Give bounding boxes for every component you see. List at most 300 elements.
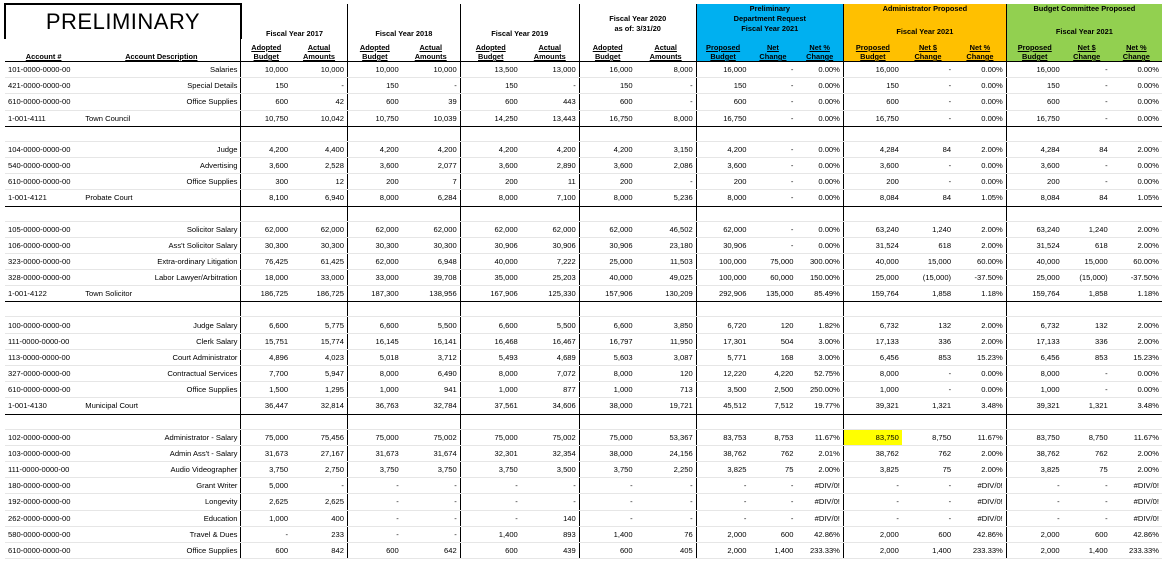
account-description: Clerk Salary: [82, 333, 241, 349]
column-header: [902, 39, 954, 62]
account-description: Town Council: [82, 110, 241, 126]
value-cell: 0.00%: [954, 110, 1006, 126]
value-cell: 1,858: [902, 286, 954, 302]
value-cell: -: [402, 78, 460, 94]
account-description: Office Supplies: [82, 542, 241, 558]
value-cell: 400: [291, 510, 347, 526]
table-row: [5, 429, 1162, 445]
fy2017-header: Fiscal Year 2017: [241, 4, 347, 39]
empty-cell: [5, 302, 82, 317]
value-cell: 10,750: [347, 110, 401, 126]
dept-request-line1: Preliminary: [749, 4, 790, 13]
column-header: [1063, 39, 1111, 62]
account-number: 580-0000-0000-00: [5, 526, 82, 542]
value-cell: 187,300: [347, 286, 401, 302]
value-cell: 233.33%: [954, 542, 1006, 558]
value-cell: 4,284: [843, 141, 901, 157]
value-cell: 3,750: [579, 461, 635, 477]
empty-cell: [749, 414, 796, 429]
value-cell: 2.00%: [1111, 141, 1162, 157]
account-description: Labor Lawyer/Arbitration: [82, 270, 241, 286]
account-number: 105-0000-0000-00: [5, 221, 82, 237]
value-cell: 15,751: [241, 333, 291, 349]
empty-cell: [843, 126, 901, 141]
value-cell: 6,948: [402, 253, 460, 269]
empty-cell: [954, 126, 1006, 141]
value-cell: 10,042: [291, 110, 347, 126]
value-cell: 713: [636, 382, 697, 398]
value-cell: 11,950: [636, 333, 697, 349]
value-cell: 150: [241, 78, 291, 94]
value-cell: #DIV/0!: [796, 510, 843, 526]
empty-cell: [954, 414, 1006, 429]
value-cell: 0.00%: [1111, 366, 1162, 382]
column-header: [291, 39, 347, 62]
value-cell: (15,000): [1063, 270, 1111, 286]
value-cell: -: [1006, 510, 1062, 526]
value-cell: 842: [291, 542, 347, 558]
value-cell: 132: [1063, 317, 1111, 333]
value-cell: 30,906: [521, 237, 579, 253]
value-cell: 4,200: [521, 141, 579, 157]
value-cell: 2.00%: [954, 237, 1006, 253]
value-cell: 300.00%: [796, 253, 843, 269]
empty-cell: [902, 302, 954, 317]
value-cell: 2.00%: [954, 221, 1006, 237]
value-cell: 0.00%: [796, 78, 843, 94]
table-row: [5, 478, 1162, 494]
value-cell: 200: [460, 174, 521, 190]
value-cell: 30,300: [347, 237, 401, 253]
value-cell: 2,500: [749, 382, 796, 398]
value-cell: 6,600: [579, 317, 635, 333]
value-cell: #DIV/0!: [1111, 478, 1162, 494]
empty-cell: [1063, 302, 1111, 317]
value-cell: 34,606: [521, 398, 579, 414]
value-cell: 15,000: [902, 253, 954, 269]
value-cell: 1,400: [1063, 542, 1111, 558]
empty-cell: [5, 126, 82, 141]
value-cell: 233.33%: [1111, 542, 1162, 558]
value-cell: 200: [347, 174, 401, 190]
empty-cell: [347, 302, 401, 317]
value-cell: -: [460, 478, 521, 494]
dept-request-year: Fiscal Year 2021: [696, 24, 843, 39]
column-header: [796, 39, 843, 62]
empty-cell: [1006, 126, 1062, 141]
budget-committee-header: Budget Committee Proposed: [1006, 4, 1162, 24]
empty-cell: [696, 302, 749, 317]
empty-cell: [521, 414, 579, 429]
value-cell: -: [749, 94, 796, 110]
empty-cell: [796, 206, 843, 221]
empty-cell: [291, 126, 347, 141]
account-description: Administrator - Salary: [82, 429, 241, 445]
value-cell: 1,000: [460, 382, 521, 398]
value-cell: 84: [1063, 141, 1111, 157]
account-number: 103-0000-0000-00: [5, 445, 82, 461]
value-cell: 10,000: [291, 62, 347, 78]
value-cell: 33,000: [291, 270, 347, 286]
empty-cell: [696, 414, 749, 429]
table-row: [5, 221, 1162, 237]
value-cell: 2,000: [1006, 542, 1062, 558]
account-description: Office Supplies: [82, 174, 241, 190]
column-header: [749, 39, 796, 62]
value-cell: 3,500: [696, 382, 749, 398]
value-cell: 1,240: [902, 221, 954, 237]
value-cell: 13,500: [460, 62, 521, 78]
value-cell: 1,321: [902, 398, 954, 414]
value-cell: 27,167: [291, 445, 347, 461]
value-cell: 52.75%: [796, 366, 843, 382]
dept-request-header: [696, 4, 843, 24]
value-cell: 16,000: [1006, 62, 1062, 78]
account-number: 100-0000-0000-00: [5, 317, 82, 333]
empty-cell: [579, 206, 635, 221]
value-cell: 62,000: [579, 221, 635, 237]
value-cell: -: [749, 510, 796, 526]
value-cell: 42.86%: [954, 526, 1006, 542]
value-cell: -: [843, 478, 901, 494]
value-cell: 100,000: [696, 253, 749, 269]
value-cell: 150: [696, 78, 749, 94]
empty-cell: [1063, 206, 1111, 221]
fy2020-asof: as of: 3/31/20: [579, 24, 696, 39]
empty-cell: [460, 302, 521, 317]
value-cell: 5,000: [241, 478, 291, 494]
page-title: PRELIMINARY: [5, 4, 241, 39]
value-cell: 2.00%: [1111, 221, 1162, 237]
value-cell: 8,750: [902, 429, 954, 445]
budget-table: [4, 3, 1162, 559]
account-number: 1-001-4130: [5, 398, 82, 414]
value-cell: 30,300: [402, 237, 460, 253]
blank-row: [5, 206, 1162, 221]
table-row: [5, 526, 1162, 542]
value-cell: 25,000: [1006, 270, 1062, 286]
empty-cell: [1111, 414, 1162, 429]
value-cell: 2.00%: [796, 461, 843, 477]
value-cell: 135,000: [749, 286, 796, 302]
value-cell: 2,000: [843, 526, 901, 542]
empty-cell: [82, 302, 241, 317]
value-cell: 1.18%: [954, 286, 1006, 302]
value-cell: 600: [1006, 94, 1062, 110]
value-cell: 25,203: [521, 270, 579, 286]
column-header-label: Account #: [25, 52, 62, 61]
value-cell: 62,000: [402, 221, 460, 237]
value-cell: 7,700: [241, 366, 291, 382]
value-cell: -: [1063, 494, 1111, 510]
empty-cell: [1006, 206, 1062, 221]
column-header-label: Proposed Budget: [855, 43, 890, 61]
value-cell: 31,674: [402, 445, 460, 461]
value-cell: 4,200: [402, 141, 460, 157]
value-cell: 1,000: [241, 510, 291, 526]
value-cell: -: [402, 510, 460, 526]
account-description: Longevity: [82, 494, 241, 510]
empty-cell: [696, 206, 749, 221]
value-cell: 233: [291, 526, 347, 542]
value-cell: 75: [902, 461, 954, 477]
value-cell: 2,086: [636, 157, 697, 173]
account-number: 540-0000-0000-00: [5, 157, 82, 173]
empty-cell: [291, 302, 347, 317]
value-cell: 62,000: [696, 221, 749, 237]
value-cell: 600: [241, 542, 291, 558]
empty-cell: [954, 206, 1006, 221]
value-cell: 33,000: [347, 270, 401, 286]
account-description: Education: [82, 510, 241, 526]
account-number: 610-0000-0000-00: [5, 94, 82, 110]
empty-cell: [1006, 414, 1062, 429]
value-cell: 0.00%: [1111, 62, 1162, 78]
value-cell: 941: [402, 382, 460, 398]
value-cell: 1.82%: [796, 317, 843, 333]
value-cell: 3.00%: [796, 349, 843, 365]
value-cell: 233.33%: [796, 542, 843, 558]
empty-cell: [241, 302, 291, 317]
account-description: Extra-ordinary Litigation: [82, 253, 241, 269]
column-header-label: Net Change: [759, 43, 787, 61]
empty-cell: [1111, 206, 1162, 221]
value-cell: 62,000: [347, 221, 401, 237]
value-cell: 45,512: [696, 398, 749, 414]
value-cell: 3,500: [521, 461, 579, 477]
account-number: 610-0000-0000-00: [5, 542, 82, 558]
value-cell: 8,000: [460, 190, 521, 206]
value-cell: -: [460, 494, 521, 510]
value-cell: 75,000: [749, 253, 796, 269]
table-row: [5, 62, 1162, 78]
value-cell: 4,896: [241, 349, 291, 365]
value-cell: 75,000: [579, 429, 635, 445]
value-cell: 14,250: [460, 110, 521, 126]
value-cell: 0.00%: [954, 78, 1006, 94]
value-cell: -: [749, 141, 796, 157]
value-cell: 2.00%: [1111, 333, 1162, 349]
value-cell: 150.00%: [796, 270, 843, 286]
value-cell: 5,500: [402, 317, 460, 333]
value-cell: 6,284: [402, 190, 460, 206]
value-cell: 200: [696, 174, 749, 190]
value-cell: 85.49%: [796, 286, 843, 302]
account-number: 610-0000-0000-00: [5, 174, 82, 190]
value-cell: 443: [521, 94, 579, 110]
value-cell: 10,000: [402, 62, 460, 78]
value-cell: 0.00%: [796, 110, 843, 126]
value-cell: 84: [902, 141, 954, 157]
value-cell: 16,750: [696, 110, 749, 126]
value-cell: 6,732: [1006, 317, 1062, 333]
value-cell: 8,000: [460, 366, 521, 382]
value-cell: 24,156: [636, 445, 697, 461]
value-cell: 618: [902, 237, 954, 253]
empty-cell: [521, 206, 579, 221]
value-cell: 84: [1063, 190, 1111, 206]
value-cell: 25,000: [843, 270, 901, 286]
value-cell: 600: [902, 526, 954, 542]
value-cell: 600: [460, 542, 521, 558]
empty-cell: [796, 414, 843, 429]
value-cell: 8,084: [1006, 190, 1062, 206]
value-cell: 2,528: [291, 157, 347, 173]
value-cell: 11.67%: [1111, 429, 1162, 445]
value-cell: 75,456: [291, 429, 347, 445]
value-cell: -: [902, 62, 954, 78]
value-cell: 30,906: [696, 237, 749, 253]
empty-cell: [749, 126, 796, 141]
value-cell: 6,456: [1006, 349, 1062, 365]
value-cell: -: [1063, 478, 1111, 494]
dept-request-line2: Department Request: [733, 14, 806, 23]
value-cell: -: [749, 110, 796, 126]
value-cell: 8,084: [843, 190, 901, 206]
value-cell: 1,400: [579, 526, 635, 542]
value-cell: 250.00%: [796, 382, 843, 398]
value-cell: 4,200: [241, 141, 291, 157]
table-row: [5, 94, 1162, 110]
value-cell: 2.00%: [954, 141, 1006, 157]
value-cell: -: [1006, 478, 1062, 494]
value-cell: 120: [636, 366, 697, 382]
value-cell: 186,725: [241, 286, 291, 302]
column-header-label: Actual Amounts: [533, 43, 566, 61]
empty-cell: [460, 414, 521, 429]
empty-cell: [402, 206, 460, 221]
account-number: 104-0000-0000-00: [5, 141, 82, 157]
value-cell: -: [749, 478, 796, 494]
account-description: Salaries: [82, 62, 241, 78]
value-cell: 150: [460, 78, 521, 94]
value-cell: 1,400: [902, 542, 954, 558]
empty-cell: [636, 206, 697, 221]
empty-cell: [749, 206, 796, 221]
account-number: 421-0000-0000-00: [5, 78, 82, 94]
value-cell: 6,940: [291, 190, 347, 206]
value-cell: 42.86%: [1111, 526, 1162, 542]
value-cell: -: [521, 478, 579, 494]
account-number: 262-0000-0000-00: [5, 510, 82, 526]
value-cell: -: [696, 494, 749, 510]
value-cell: -: [749, 221, 796, 237]
value-cell: 5,771: [696, 349, 749, 365]
value-cell: 8,000: [1006, 366, 1062, 382]
account-description: Travel & Dues: [82, 526, 241, 542]
value-cell: 16,141: [402, 333, 460, 349]
value-cell: 0.00%: [796, 62, 843, 78]
table-row: [5, 445, 1162, 461]
account-number: 328-0000-0000-00: [5, 270, 82, 286]
empty-cell: [843, 302, 901, 317]
column-header-label: Net % Change: [806, 43, 834, 61]
value-cell: -: [902, 78, 954, 94]
column-header-label: Actual Amounts: [303, 43, 336, 61]
value-cell: 39,708: [402, 270, 460, 286]
value-cell: 2.00%: [1111, 317, 1162, 333]
value-cell: 3,600: [1006, 157, 1062, 173]
column-header-label: Net $ Change: [914, 43, 942, 61]
total-row: [5, 110, 1162, 126]
value-cell: 16,750: [1006, 110, 1062, 126]
value-cell: 2,000: [696, 542, 749, 558]
column-header-label: Net $ Change: [1073, 43, 1101, 61]
empty-cell: [5, 206, 82, 221]
value-cell: 7,072: [521, 366, 579, 382]
value-cell: 6,600: [460, 317, 521, 333]
account-description: Municipal Court: [82, 398, 241, 414]
value-cell: 0.00%: [1111, 157, 1162, 173]
empty-cell: [902, 206, 954, 221]
value-cell: 15.23%: [1111, 349, 1162, 365]
empty-cell: [1111, 126, 1162, 141]
value-cell: 3,600: [241, 157, 291, 173]
value-cell: 30,906: [579, 237, 635, 253]
column-header: [1111, 39, 1162, 62]
value-cell: 1,321: [1063, 398, 1111, 414]
value-cell: 11.67%: [796, 429, 843, 445]
column-header-label: Adopted Budget: [592, 43, 623, 61]
table-row: [5, 141, 1162, 157]
value-cell: -: [696, 510, 749, 526]
column-header: [843, 39, 901, 62]
empty-cell: [902, 414, 954, 429]
empty-cell: [696, 126, 749, 141]
value-cell: -: [636, 94, 697, 110]
empty-cell: [241, 414, 291, 429]
table-row: [5, 461, 1162, 477]
value-cell: 159,764: [1006, 286, 1062, 302]
value-cell: 159,764: [843, 286, 901, 302]
value-cell: -: [347, 494, 401, 510]
empty-cell: [843, 206, 901, 221]
value-cell: 83,750: [843, 429, 901, 445]
value-cell: 1,295: [291, 382, 347, 398]
value-cell: 4,200: [460, 141, 521, 157]
column-header: [636, 39, 697, 62]
value-cell: -: [521, 78, 579, 94]
value-cell: 6,600: [347, 317, 401, 333]
value-cell: 7,512: [749, 398, 796, 414]
value-cell: 2.00%: [954, 461, 1006, 477]
value-cell: 100,000: [696, 270, 749, 286]
value-cell: 618: [1063, 237, 1111, 253]
account-number: 1-001-4121: [5, 190, 82, 206]
value-cell: -: [291, 478, 347, 494]
value-cell: -: [636, 510, 697, 526]
value-cell: 1,000: [347, 382, 401, 398]
value-cell: 600: [749, 526, 796, 542]
value-cell: 3,600: [696, 157, 749, 173]
empty-cell: [347, 414, 401, 429]
value-cell: 600: [843, 94, 901, 110]
value-cell: -: [1063, 366, 1111, 382]
value-cell: 76: [636, 526, 697, 542]
value-cell: -: [902, 110, 954, 126]
value-cell: 150: [347, 78, 401, 94]
value-cell: 2,000: [843, 542, 901, 558]
account-number: 192-0000-0000-00: [5, 494, 82, 510]
value-cell: 3,600: [347, 157, 401, 173]
value-cell: 7,222: [521, 253, 579, 269]
column-header: [521, 39, 579, 62]
value-cell: 853: [1063, 349, 1111, 365]
account-description: Town Solicitor: [82, 286, 241, 302]
value-cell: 8,000: [636, 110, 697, 126]
value-cell: 168: [749, 349, 796, 365]
value-cell: 11: [521, 174, 579, 190]
